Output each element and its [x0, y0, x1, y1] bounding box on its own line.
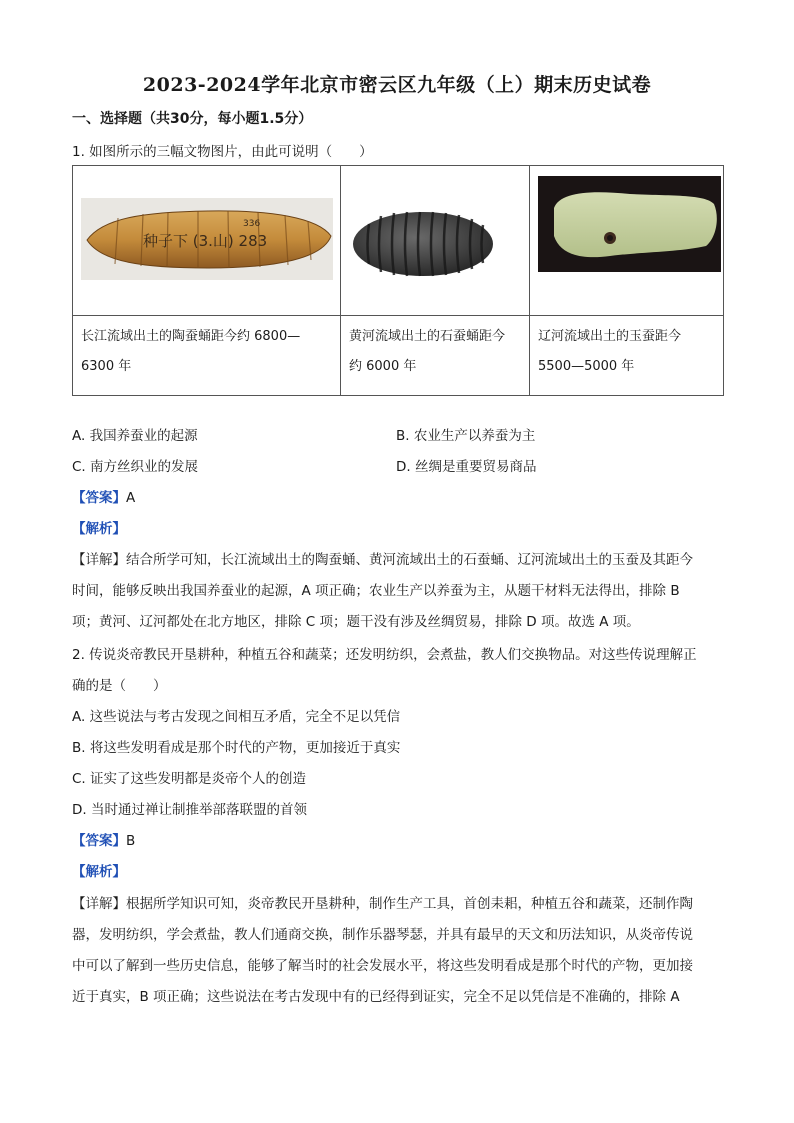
q1-detail-line: 时间，能够反映出我国养蚕业的起源，A 项正确；农业生产以养蚕为主，从题干材料无法得出，排除 B [72, 583, 680, 599]
caption-pottery-line2: 6300 年 [81, 359, 132, 374]
q1-answer-value: A [126, 490, 136, 506]
jade-silkworm-image-cell [530, 166, 724, 316]
q1-detail-line: 项；黄河、辽河都处在北方地区，排除 C 项；题干没有涉及丝绸贸易，排除 D 项。故选 A 项。 [72, 614, 640, 630]
caption-jade-line1: 辽河流域出土的玉蚕距今 [538, 329, 682, 344]
q1-option-d: D. 丝绸是重要贸易商品 [396, 459, 537, 475]
jade-silkworm-image [530, 166, 723, 311]
pottery-cocoon-image [73, 166, 340, 311]
q1-answer-label: 【答案】 [72, 490, 126, 506]
caption-jade-line2: 5500—5000 年 [538, 359, 635, 374]
page-title: 2023-2024学年北京市密云区九年级（上）期末历史试卷 [142, 74, 652, 96]
q2-stem-line: 确的是（ ） [72, 678, 167, 694]
caption-stone-line1: 黄河流域出土的石蚕蛹距今 [349, 329, 506, 344]
q1-analysis-label: 【解析】 [72, 521, 126, 537]
caption-stone-line2: 约 6000 年 [349, 359, 417, 374]
q1-option-a: A. 我国养蚕业的起源 [72, 428, 198, 444]
stone-cocoon-image-cell [341, 166, 530, 316]
q1-answer [72, 486, 135, 506]
caption-pottery [73, 316, 341, 396]
caption-pottery-line1: 长江流域出土的陶蚕蛹距今约 6800— [81, 329, 301, 344]
artifact-inscription: 种子下 (3.山) 283 [143, 232, 268, 250]
section-heading: 一、选择题（共30分，每小题1.5分） [72, 111, 313, 127]
artifact-table [72, 165, 724, 396]
q1-stem: 1. 如图所示的三幅文物图片，由此可说明（ ） [72, 144, 373, 160]
q2-detail-line: 近于真实，B 项正确；这些说法在考古发现中有的已经得到证实，完全不足以凭信是不准确的，排除 A [72, 989, 680, 1005]
q2-option-a: A. 这些说法与考古发现之间相互矛盾，完全不足以凭信 [72, 709, 401, 725]
stone-cocoon-image [341, 166, 529, 311]
q2-detail-line: 【详解】根据所学知识可知，炎帝教民开垦耕种，制作生产工具，首创耒耜，种植五谷和蔬菜，还制作陶 [72, 896, 693, 912]
svg-text:336: 336 [243, 219, 261, 229]
pottery-cocoon-image-cell [73, 166, 341, 316]
q2-detail-label: 【详解】 [72, 896, 126, 912]
caption-stone [341, 316, 530, 396]
q1-detail-line: 【详解】结合所学可知，长江流域出土的陶蚕蛹、黄河流域出土的石蚕蛹、辽河流域出土的玉蚕及其距今 [72, 552, 693, 568]
q2-stem-line: 2. 传说炎帝教民开垦耕种，种植五谷和蔬菜；还发明纺织，会煮盐，教人们交换物品。对这些传说理解正 [72, 647, 697, 663]
q1-detail-label: 【详解】 [72, 552, 126, 568]
q1-option-b: B. 农业生产以养蚕为主 [396, 428, 536, 444]
q2-option-c: C. 证实了这些发明都是炎帝个人的创造 [72, 771, 307, 787]
q2-analysis-label: 【解析】 [72, 864, 126, 880]
q2-option-b: B. 将这些发明看成是那个时代的产物，更加接近于真实 [72, 740, 401, 756]
q2-answer-label: 【答案】 [72, 833, 126, 849]
q2-answer-value: B [126, 833, 136, 849]
q2-detail-line: 器，发明纺织，学会煮盐，教人们通商交换，制作乐器琴瑟，并具有最早的天文和历法知识，从炎帝传说 [72, 927, 693, 943]
caption-jade [530, 316, 724, 396]
q2-detail-line: 中可以了解到一些历史信息，能够了解当时的社会发展水平，将这些发明看成是那个时代的产物，更加接 [72, 958, 693, 974]
q1-option-c: C. 南方丝织业的发展 [72, 459, 199, 475]
q2-answer [72, 829, 135, 849]
q2-option-d: D. 当时通过禅让制推举部落联盟的首领 [72, 802, 307, 818]
